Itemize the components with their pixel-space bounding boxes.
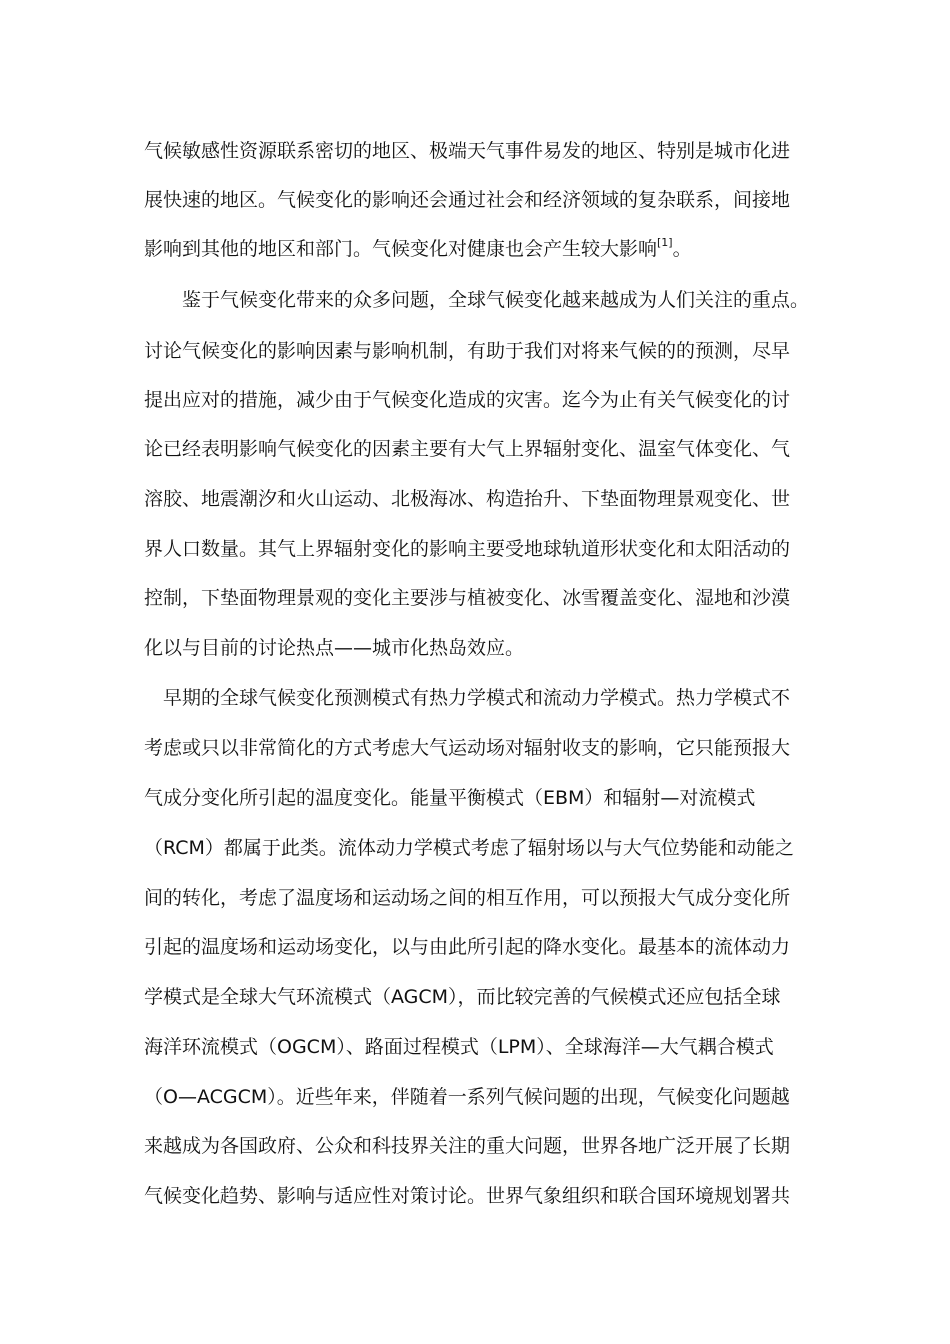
paragraph-2-line-4: 论已经表明影响气候变化的因素主要有大气上界辐射变化、温室气体变化、气 bbox=[144, 438, 791, 460]
paragraph-3-line-11: 气候变化趋势、影响与适应性对策讨论。世界气象组织和联合国环境规划署共 bbox=[144, 1185, 791, 1207]
paragraph-3-line-4: （RCM）都属于此类。流体动力学模式考虑了辐射场以与大气位势能和动能之 bbox=[144, 837, 794, 859]
paragraph-2-line-1: 鉴于气候变化带来的众多问题，全球气候变化越来越成为人们关注的重点。 bbox=[182, 289, 810, 311]
paragraph-3-line-6: 引起的温度场和运动场变化，以与由此所引起的降水变化。最基本的流体动力 bbox=[144, 936, 791, 958]
paragraph-3-line-9: （O—ACGCM）。近些年来，伴随着一系列气候问题的出现，气候变化问题越 bbox=[144, 1086, 790, 1108]
paragraph-2-line-7: 控制，下垫面物理景观的变化主要涉与植被变化、冰雪覆盖变化、湿地和沙漠 bbox=[144, 587, 791, 609]
paragraph-3-line-5: 间的转化，考虑了温度场和运动场之间的相互作用，可以预报大气成分变化所 bbox=[144, 887, 791, 909]
paragraph-3-line-7: 学模式是全球大气环流模式（AGCM），而比较完善的气候模式还应包括全球 bbox=[144, 986, 781, 1008]
paragraph-3-line-1: 早期的全球气候变化预测模式有热力学模式和流动力学模式。热力学模式不 bbox=[163, 687, 791, 709]
paragraph-1-end-punct: 。 bbox=[672, 238, 692, 260]
paragraph-2-line-6: 界人口数量。其气上界辐射变化的影响主要受地球轨道形状变化和太阳活动的 bbox=[144, 538, 791, 560]
paragraph-2-line-5: 溶胶、地震潮汐和火山运动、北极海冰、构造抬升、下垫面物理景观变化、世 bbox=[144, 488, 791, 510]
citation-marker: [1] bbox=[657, 236, 673, 249]
paragraph-3-line-8: 海洋环流模式（OGCM）、路面过程模式（LPM）、全球海洋—大气耦合模式 bbox=[144, 1036, 774, 1058]
paragraph-2-line-3: 提出应对的措施，减少由于气候变化造成的灾害。迄今为止有关气候变化的讨 bbox=[144, 389, 791, 411]
paragraph-3-line-2: 考虑或只以非常简化的方式考虑大气运动场对辐射收支的影响，它只能预报大 bbox=[144, 737, 791, 759]
paragraph-2-line-8: 化以与目前的讨论热点——城市化热岛效应。 bbox=[144, 637, 525, 659]
paragraph-1-line-3-text: 影响到其他的地区和部门。气候变化对健康也会产生较大影响 bbox=[144, 238, 658, 260]
paragraph-2-line-2: 讨论气候变化的影响因素与影响机制，有助于我们对将来气候的的预测，尽早 bbox=[144, 340, 791, 362]
paragraph-3-line-10: 来越成为各国政府、公众和科技界关注的重大问题，世界各地广泛开展了长期 bbox=[144, 1135, 791, 1157]
paragraph-1-line-3 bbox=[144, 236, 692, 262]
paragraph-1-line-2: 展快速的地区。气候变化的影响还会通过社会和经济领域的复杂联系，间接地 bbox=[144, 189, 791, 211]
paragraph-1-line-1: 气候敏感性资源联系密切的地区、极端天气事件易发的地区、特别是城市化进 bbox=[144, 140, 791, 162]
paragraph-3-line-3: 气成分变化所引起的温度变化。能量平衡模式（EBM）和辐射—对流模式 bbox=[144, 787, 756, 809]
